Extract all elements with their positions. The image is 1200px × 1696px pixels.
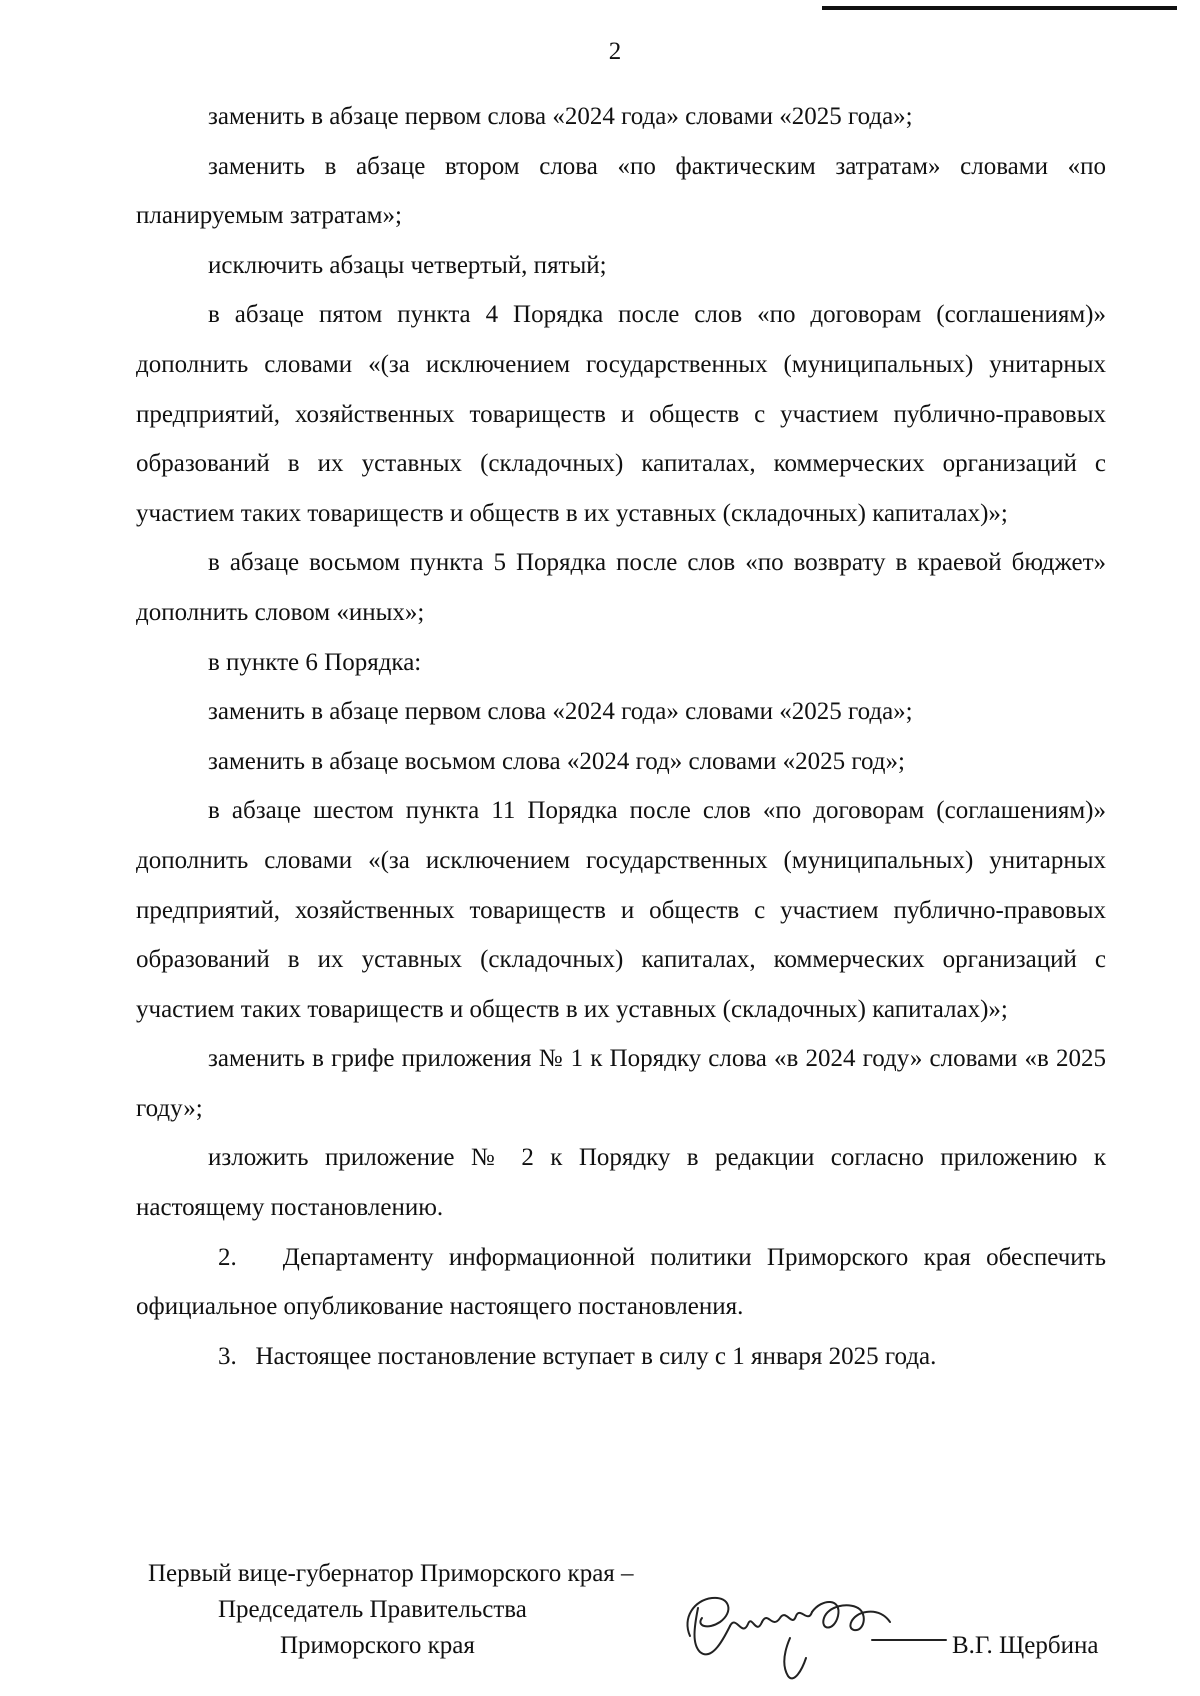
- document-body: [136, 92, 1106, 1381]
- signatory-name: В.Г. Щербина: [952, 1632, 1099, 1659]
- handwritten-signature: [672, 1578, 952, 1688]
- paragraph-punkt-5-amendment: в абзаце восьмом пункта 5 Порядка после слов «по возврату в краевой бюджет» дополнить словом «иных»;: [136, 549, 1106, 626]
- paragraph-punkt-4-amendment: в абзаце пятом пункта 4 Порядка после слов «по договорам (соглашениям)» дополнить словами «(за исключением государственных (муниципальных) унитарных предприятий, хозяйственных товариществ и обществ с участием публично-правовых образований в их уставных (складочных) капиталах, коммерческих организаций с участием таких товариществ и обществ в их уставных (складочных) капиталах)»;: [136, 301, 1106, 527]
- paragraph-appendix-2-amendment: изложить приложение № 2 к Порядку в редакции согласно приложению к настоящему постановлению.: [136, 1144, 1106, 1222]
- paragraph-replace-first-abzats: заменить в абзаце первом слова «2024 года» словами «2025 года»;: [208, 103, 913, 130]
- paragraph-punkt-6-eighth-abzats: заменить в абзаце восьмом слова «2024 год» словами «2025 год»;: [208, 747, 905, 775]
- page-number: 2: [608, 38, 622, 65]
- paragraph-replace-second-abzats: заменить в абзаце втором слова «по фактическим затратам» словами «по планируемым затратам»;: [136, 152, 1106, 230]
- paragraph-item-3-effective-date: 3. Настоящее постановление вступает в силу с 1 января 2025 года.: [218, 1342, 937, 1370]
- signatory-title-line-3: Приморского края: [280, 1632, 475, 1659]
- paragraph-appendix-1-amendment: заменить в грифе приложения № 1 к Порядку слова «в 2024 году» словами «в 2025 году»;: [136, 1045, 1106, 1122]
- page-edge-line: [822, 6, 1177, 10]
- paragraph-punkt-11-amendment: в абзаце шестом пункта 11 Порядка после слов «по договорам (соглашениям)» дополнить словами «(за исключением государственных (муниципальных) унитарных предприятий, хозяйственных товариществ и обществ с участием публично-правовых образований в их уставных (складочных) капиталах, коммерческих организаций с участием таких товариществ и обществ в их уставных (складочных) капиталах)»;: [136, 797, 1106, 1023]
- signatory-title-line-1: Первый вице-губернатор Приморского края –: [148, 1560, 634, 1587]
- paragraph-item-2-publication: 2. Департаменту информационной политики Приморского края обеспечить официальное опубликование настоящего постановления.: [136, 1243, 1106, 1321]
- signature-block: [0, 1560, 1200, 1670]
- paragraph-punkt-6-first-abzats: заменить в абзаце первом слова «2024 года» словами «2025 года»;: [208, 698, 913, 726]
- paragraph-punkt-6-heading: в пункте 6 Порядка:: [208, 648, 422, 676]
- paragraph-exclude-abzatsy: исключить абзацы четвертый, пятый;: [208, 251, 607, 279]
- signatory-title-line-2: Председатель Правительства: [218, 1596, 527, 1623]
